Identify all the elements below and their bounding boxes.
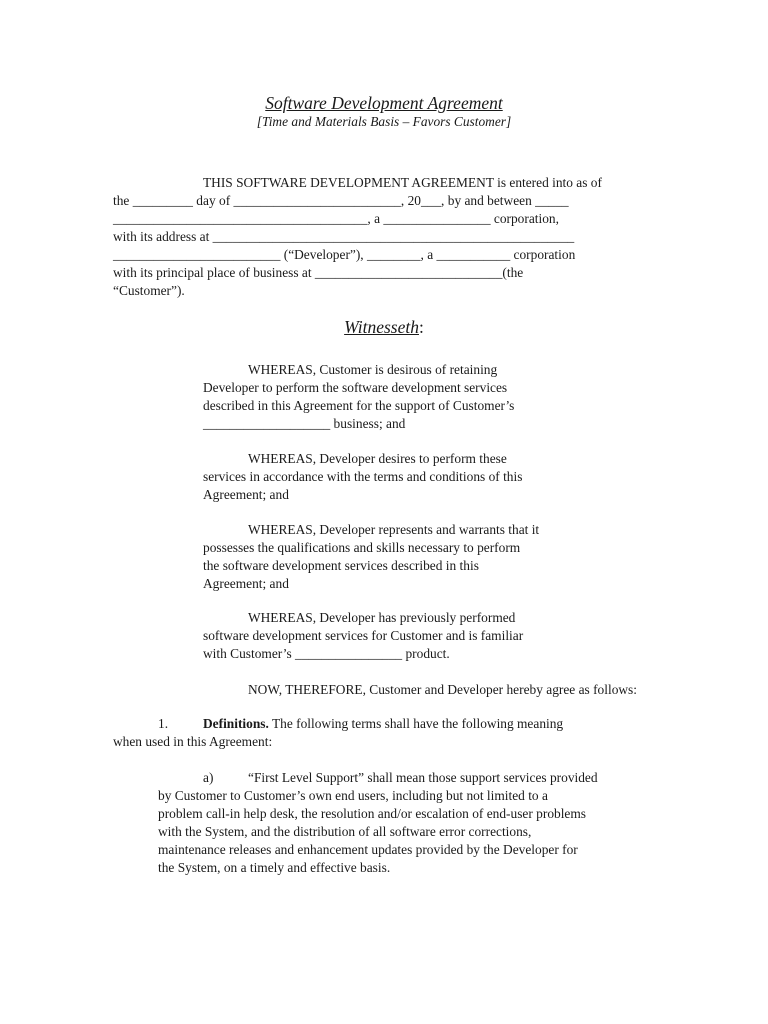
preamble-line: ______________________________________, a ________________ corporation,	[113, 211, 559, 226]
recital-line: services in accordance with the terms and conditions of this	[203, 469, 523, 484]
recital-line: possesses the qualifications and skills necessary to perform	[203, 540, 521, 555]
section-heading: Definitions.	[203, 716, 269, 731]
definition-line: “First Level Support” shall mean those support services provided	[248, 770, 598, 785]
section-heading-line	[203, 716, 563, 732]
definition-line: maintenance releases and enhancement updates provided by the Developer for	[158, 842, 578, 857]
definition-line: by Customer to Customer’s own end users, including but not limited to a	[158, 788, 548, 803]
recital-line: WHEREAS, Developer has previously performed	[248, 610, 516, 625]
preamble-line: “Customer”).	[113, 283, 185, 298]
definition-line: problem call-in help desk, the resolution and/or escalation of end-user problems	[158, 806, 587, 821]
witnesseth-heading	[0, 316, 768, 338]
recital-line: WHEREAS, Customer is desirous of retaining	[248, 362, 498, 377]
recital-line: the software development services described in this	[203, 558, 479, 573]
recital-line: Developer to perform the software development services	[203, 380, 508, 395]
preamble-line: with its address at ______________________________________________________	[113, 229, 575, 244]
recital-line: software development services for Customer and is familiar	[203, 628, 524, 643]
section-number: 1.	[158, 716, 169, 731]
recital-line: ___________________ business; and	[203, 416, 406, 431]
section-intro-line: when used in this Agreement:	[113, 734, 273, 749]
recital-line: WHEREAS, Developer represents and warrants that it	[248, 522, 540, 537]
definition-line: with the System, and the distribution of all software error corrections,	[158, 824, 532, 839]
definition-line: the System, on a timely and effective basis.	[158, 860, 391, 875]
witnesseth-word: Witnesseth	[344, 317, 419, 337]
recital-line: Agreement; and	[203, 576, 289, 591]
recital-line: described in this Agreement for the support of Customer’s	[203, 398, 515, 413]
preamble-line: with its principal place of business at ____________________________(the	[113, 265, 524, 280]
section-intro: The following terms shall have the following meaning	[268, 716, 564, 731]
recital-line: Agreement; and	[203, 487, 289, 502]
preamble-line: _________________________ (“Developer”), ________, a ___________ corporation	[113, 247, 576, 262]
therefore-clause: NOW, THEREFORE, Customer and Developer hereby agree as follows:	[248, 682, 637, 697]
document-title: Software Development Agreement	[265, 93, 503, 113]
preamble-line: THIS SOFTWARE DEVELOPMENT AGREEMENT is entered into as of	[203, 175, 602, 190]
document-subtitle: [Time and Materials Basis – Favors Customer]	[256, 114, 512, 129]
recital-line: with Customer’s ________________ product.	[203, 646, 450, 661]
witnesseth-colon: :	[418, 317, 424, 337]
recital-line: WHEREAS, Developer desires to perform these	[248, 451, 507, 466]
preamble-line: the _________ day of _________________________, 20___, by and between _____	[113, 193, 569, 208]
definition-marker: a)	[203, 770, 214, 785]
